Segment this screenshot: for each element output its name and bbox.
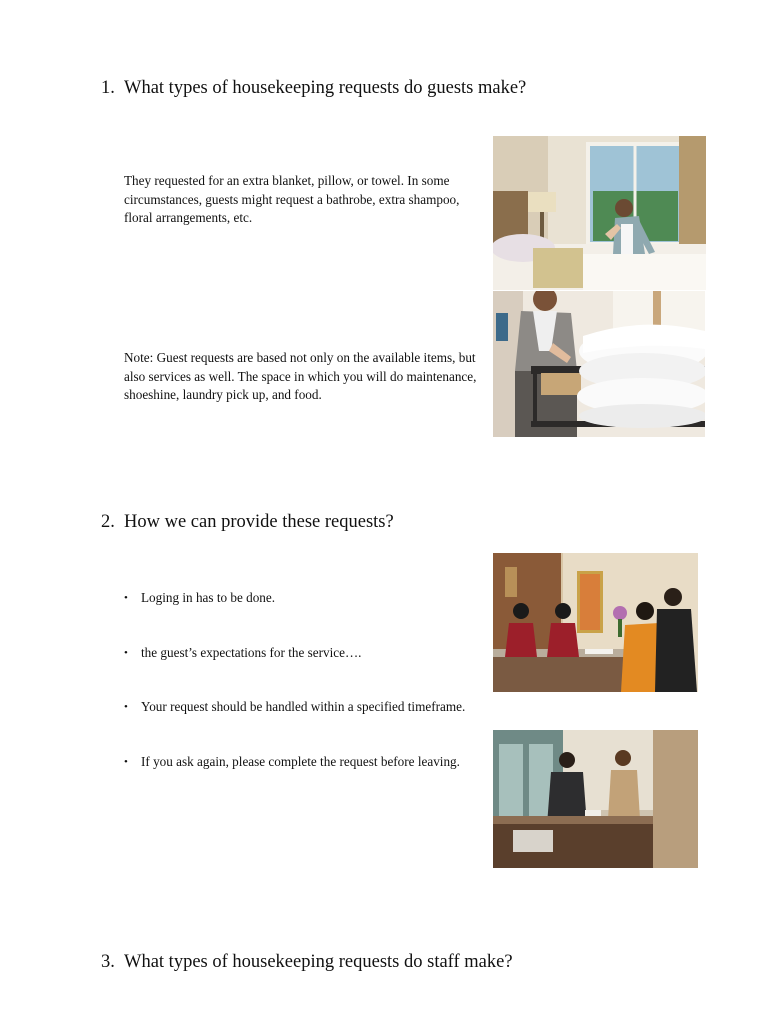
list-item bbox=[124, 644, 504, 663]
bullet-icon: • bbox=[124, 701, 128, 713]
section-3-heading bbox=[101, 952, 513, 973]
section-1-heading bbox=[101, 78, 526, 99]
section-2-heading bbox=[101, 512, 394, 533]
list-item-text: Your request should be handled within a specified timeframe. bbox=[141, 699, 466, 714]
section-number: 2. bbox=[101, 512, 115, 532]
housekeeper-making-bed-photo bbox=[493, 136, 706, 290]
bullet-icon: • bbox=[124, 647, 128, 659]
section-title: What types of housekeeping requests do guests make? bbox=[124, 78, 527, 98]
concierge-check-in-photo bbox=[493, 730, 698, 868]
section-title: What types of housekeeping requests do staff make? bbox=[124, 952, 513, 972]
list-item-text: If you ask again, please complete the request before leaving. bbox=[141, 754, 460, 769]
list-item-text: the guest’s expectations for the service…. bbox=[141, 645, 362, 660]
front-desk-reception-photo bbox=[493, 553, 698, 692]
section-title: How we can provide these requests? bbox=[124, 512, 394, 532]
list-item bbox=[124, 698, 524, 717]
guest-requests-note: Note: Guest requests are based not only on the available items, but also services as well. The space in which you will do maintenance, shoeshine, laundry pick up, and food. bbox=[124, 350, 477, 402]
bullet-icon: • bbox=[124, 592, 128, 604]
bullet-icon: • bbox=[124, 756, 128, 768]
housekeeper-linen-cart-photo bbox=[493, 291, 705, 437]
list-item-text: Loging in has to be done. bbox=[141, 590, 276, 605]
list-item bbox=[124, 753, 466, 772]
section-number: 3. bbox=[101, 952, 115, 972]
guest-requests-paragraph: They requested for an extra blanket, pillow, or towel. In some circumstances, guests might request a bathrobe, extra shampoo, floral arrangements, etc. bbox=[124, 173, 460, 225]
section-number: 1. bbox=[101, 78, 115, 98]
list-item bbox=[124, 589, 504, 608]
